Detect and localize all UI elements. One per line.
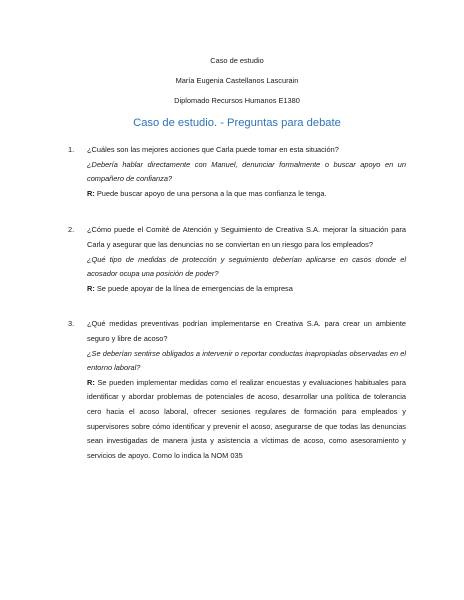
header-author: María Eugenia Castellanos Lascurain xyxy=(175,76,299,85)
answer xyxy=(87,187,406,202)
spacer xyxy=(68,201,406,223)
answer xyxy=(87,376,406,464)
question-subtext: ¿Debería hablar directamente con Manuel, denunciar formalmente o buscar apoyo en un compañero de confianza? xyxy=(87,159,406,184)
question-number: 2. xyxy=(68,225,75,235)
document-header xyxy=(68,0,406,106)
question-text: ¿Cuáles son las mejores acciones que Carla puede tomar en esta situación? xyxy=(87,145,339,154)
question-subtext: ¿Se deberían sentirse obligados a intervenir o reportar conductas inapropiadas observadas en el entorno laboral? xyxy=(87,348,406,373)
question-item-3 xyxy=(68,317,406,463)
spacer xyxy=(68,296,406,317)
header-course: Diplomado Recursos Humanos E1380 xyxy=(174,96,300,105)
answer-label: R: xyxy=(87,283,95,293)
question-number: 1. xyxy=(68,145,75,154)
answer-text: Puede buscar apoyo de una persona a la que mas confianza le tenga. xyxy=(96,188,327,198)
question-item-1 xyxy=(68,143,406,201)
question-item-2 xyxy=(68,223,406,296)
answer-text: Se puede apoyar de la línea de emergencias de la empresa xyxy=(96,283,293,293)
answer xyxy=(87,282,406,297)
answer-label: R: xyxy=(87,188,95,198)
question-text: ¿Qué medidas preventivas podrían implementarse en Creativa S.A. para crear un ambiente seguro y libre de acoso? xyxy=(87,319,406,343)
answer-text: Se pueden implementar medidas como el realizar encuestas y evaluaciones habituales para identificar y abordar problemas de potenciales de acoso, desarrollar una política de tolerancia cero hacia el acoso laboral, ofrecer sesiones regulares de formación para empleados y supervisores sobre cómo identificar y prevenir el acoso, asegurarse de que todas las denuncias sean investigadas de manera justa y asistencia a víctimas de acoso, como asesoramiento y servicios de apoyo. Como lo indica la NOM 035 xyxy=(87,377,406,460)
header-doc-type: Caso de estudio xyxy=(210,56,264,65)
question-text: ¿Cómo puede el Comité de Atención y Seguimiento de Creativa S.A. mejorar la situación para Carla y asegurar que las denuncias no se conviertan en un riesgo para los empleados? xyxy=(87,225,406,249)
document-title: Caso de estudio. - Preguntas para debate xyxy=(133,117,341,129)
question-subtext: ¿Qué tipo de medidas de protección y seguimiento deberían aplicarse en casos donde el acosador ocupa una posición de poder? xyxy=(87,254,406,279)
answer-label: R: xyxy=(87,377,95,387)
question-number: 3. xyxy=(68,319,75,329)
